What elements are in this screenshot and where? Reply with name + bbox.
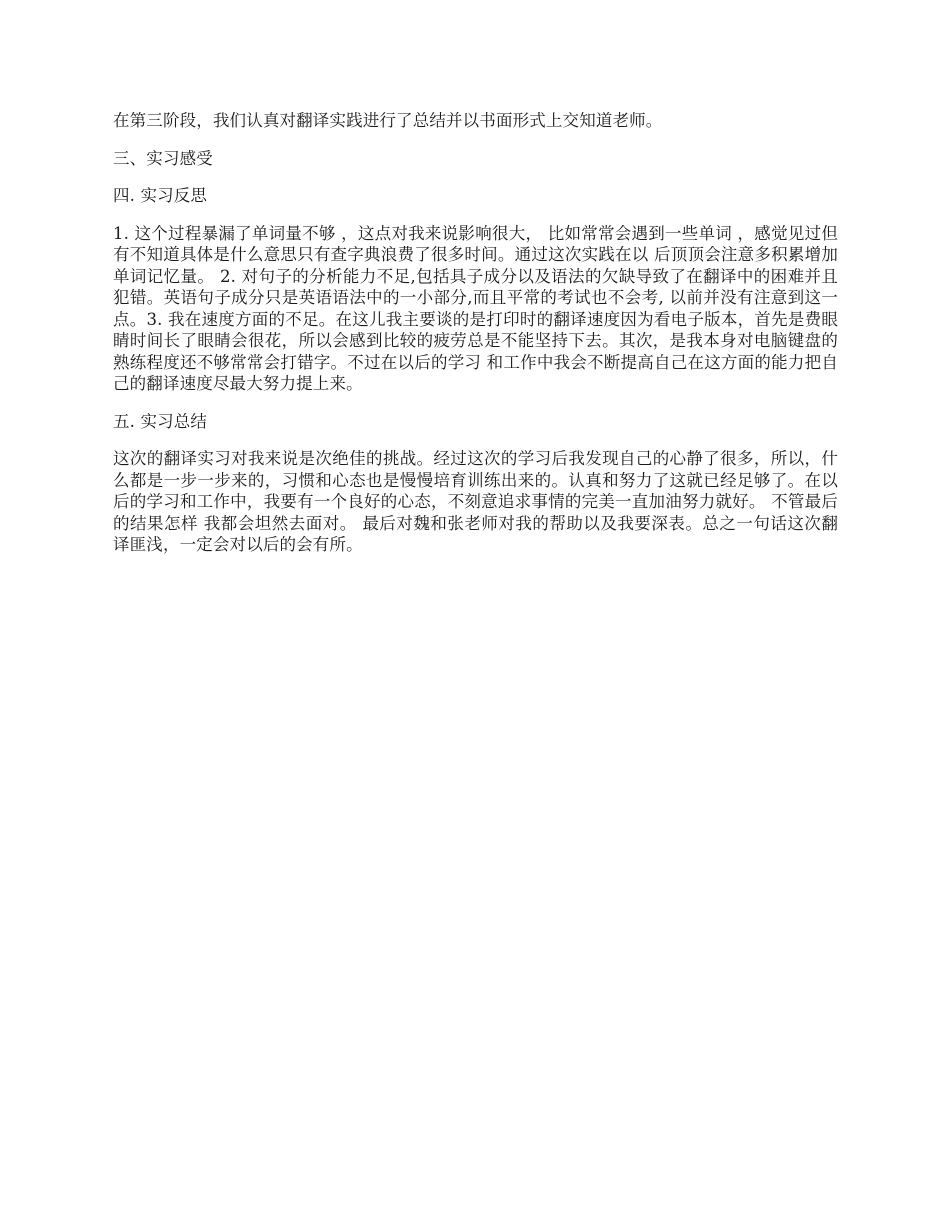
document-page <box>113 110 838 556</box>
section-heading-reflection: 四. 实习反思 <box>113 186 208 205</box>
paragraph-summary: 这次的翻译实习对我来说是次绝佳的挑战。经过这次的学习后我发现自己的心静了很多，所以，什么都是一步一步来的，习惯和心态也是慢慢培育训练出来的。认真和努力了这就已经足够了。在以后的学习和工作中，我要有一个良好的心态，不刻意追求事情的完美一直加油努力就好。 不管最后的结果怎样 我都会坦然去面对。 最后对魏和张老师对我的帮助以及我要深表。总之一句话这次翻译匪浅，一定会对以后的会有所。 <box>113 449 838 554</box>
section-heading-summary: 五. 实习总结 <box>113 411 208 431</box>
paragraph-stage-three: 在第三阶段，我们认真对翻译实践进行了总结并以书面形式上交知道老师。 <box>113 111 663 130</box>
section-heading-feelings: 三、实习感受 <box>113 148 213 168</box>
paragraph-reflection: 1. 这个过程暴漏了单词量不够 ，这点对我来说影响很大， 比如常常会遇到一些单词 ，感觉见过但有不知道具体是什么意思只有查字典浪费了很多时间。通过这次实践在以 后顶顶会注意多积累增加单词记忆量。 2. 对句子的分析能力不足,包括具子成分以及语法的欠缺导致了在翻译中的困难并且犯错。英语句子成分只是英语语法中的一小部分,而且平常的考试也不会考, 以前并没有注意到这一点。3. 我在速度方面的不足。在这儿我主要谈的是打印时的翻译速度因为看电子版本，首先是费眼睛时间长了眼睛会很花，所以会感到比较的疲劳总是不能坚持下去。其次，是我本身对电脑键盘的熟练程度还不够常常会打错字。不过在以后的学习 和工作中我会不断提高自己在这方面的能力把自己的翻译速度尽最大努力提上来。 <box>113 223 838 393</box>
